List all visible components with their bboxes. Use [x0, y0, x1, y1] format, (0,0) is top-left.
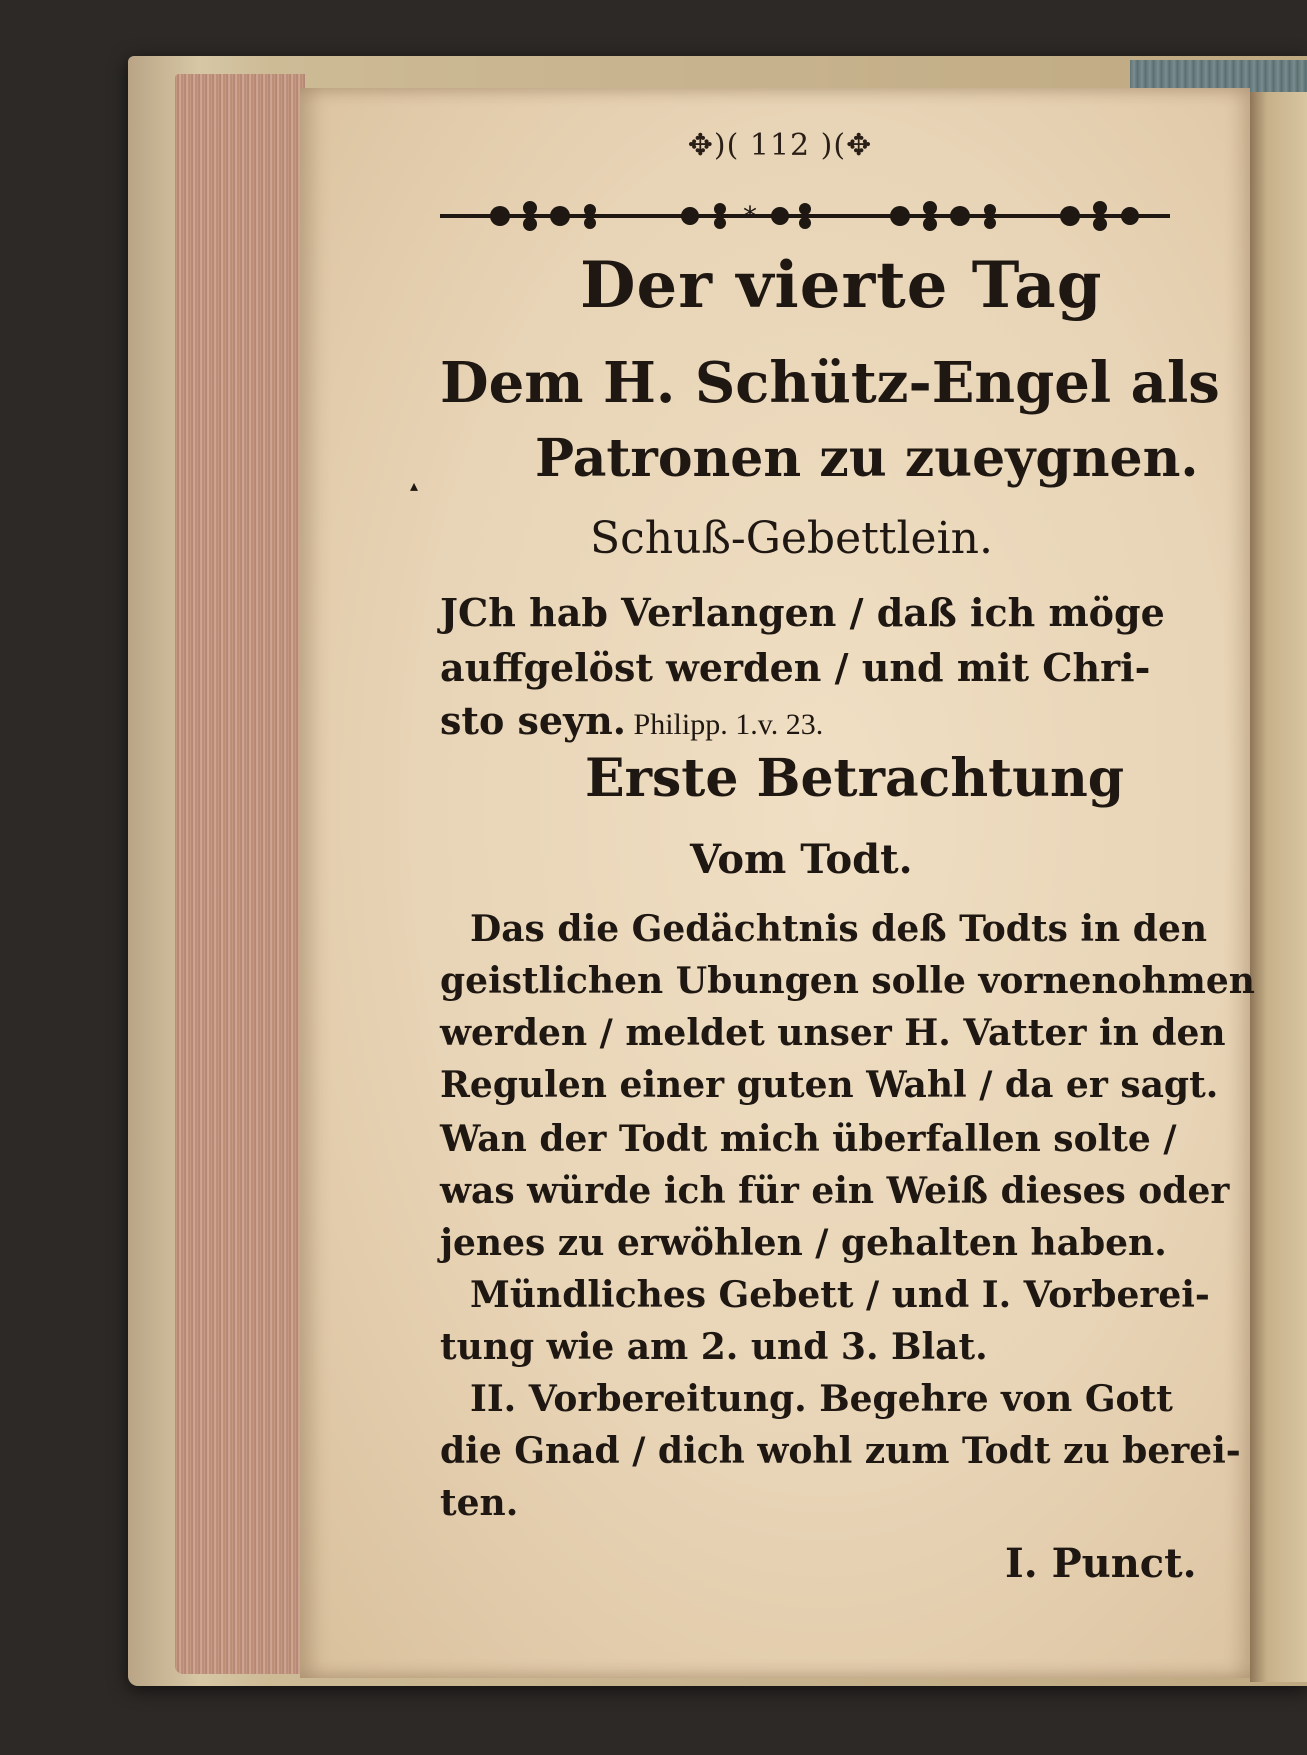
body-line: Das die Gedächtnis deß Todts in den: [470, 908, 1208, 950]
body-line: Mündliches Gebett / und I. Vorberei-: [470, 1274, 1210, 1316]
page-number-value: 112: [749, 128, 811, 163]
meditation-heading: Erste Betrachtung: [585, 748, 1125, 809]
scripture-reference: Philipp. 1.v. 23.: [626, 708, 824, 741]
body-line: II. Vorbereitung. Begehre von Gott: [470, 1378, 1173, 1420]
prayer-heading: Schuß-Gebettlein.: [590, 513, 993, 564]
chapter-subtitle-line-2: Patronen zu zueygnen.: [535, 428, 1199, 489]
meditation-subheading: Vom Todt.: [690, 836, 913, 883]
body-line: Regulen einer guten Wahl / da er sagt.: [440, 1064, 1219, 1106]
page-number-ornament-left: ✥)(: [687, 128, 740, 163]
scripture-quote-text: sto seyn.: [440, 698, 627, 743]
scripture-quote-line-2: auffgelöst werden / und mit Chri-: [440, 645, 1151, 690]
chapter-subtitle-line-1: Dem H. Schütz-Engel als: [440, 350, 1220, 416]
facing-page-edge: [1250, 92, 1307, 1682]
body-line: was würde ich für ein Weiß dieses oder: [440, 1170, 1230, 1212]
body-line: die Gnad / dich wohl zum Todt zu berei-: [440, 1430, 1241, 1472]
chapter-title: Der vierte Tag: [580, 248, 1103, 323]
page-text: [300, 88, 1255, 1678]
scripture-quote-line-1: JCh hab Verlangen / daß ich möge: [440, 590, 1165, 635]
body-line: tung wie am 2. und 3. Blat.: [440, 1326, 988, 1368]
body-line: geistlichen Ubungen solle vornenohmen: [440, 960, 1255, 1002]
scripture-quote-line-3: [440, 698, 823, 743]
page-number-ornament-right: )(✥: [820, 128, 873, 163]
body-line: werden / meldet unser H. Vatter in den: [440, 1012, 1226, 1054]
body-line: jenes zu erwöhlen / gehalten haben.: [440, 1222, 1167, 1264]
book-page: [300, 88, 1255, 1678]
page-edges: [175, 74, 305, 1674]
svg-text:*: *: [743, 200, 757, 233]
margin-mark: ▴: [410, 476, 419, 495]
body-line: ten.: [440, 1482, 519, 1524]
catchword: I. Punct.: [1005, 1540, 1197, 1587]
body-line: Wan der Todt mich überfallen solte /: [440, 1118, 1177, 1160]
